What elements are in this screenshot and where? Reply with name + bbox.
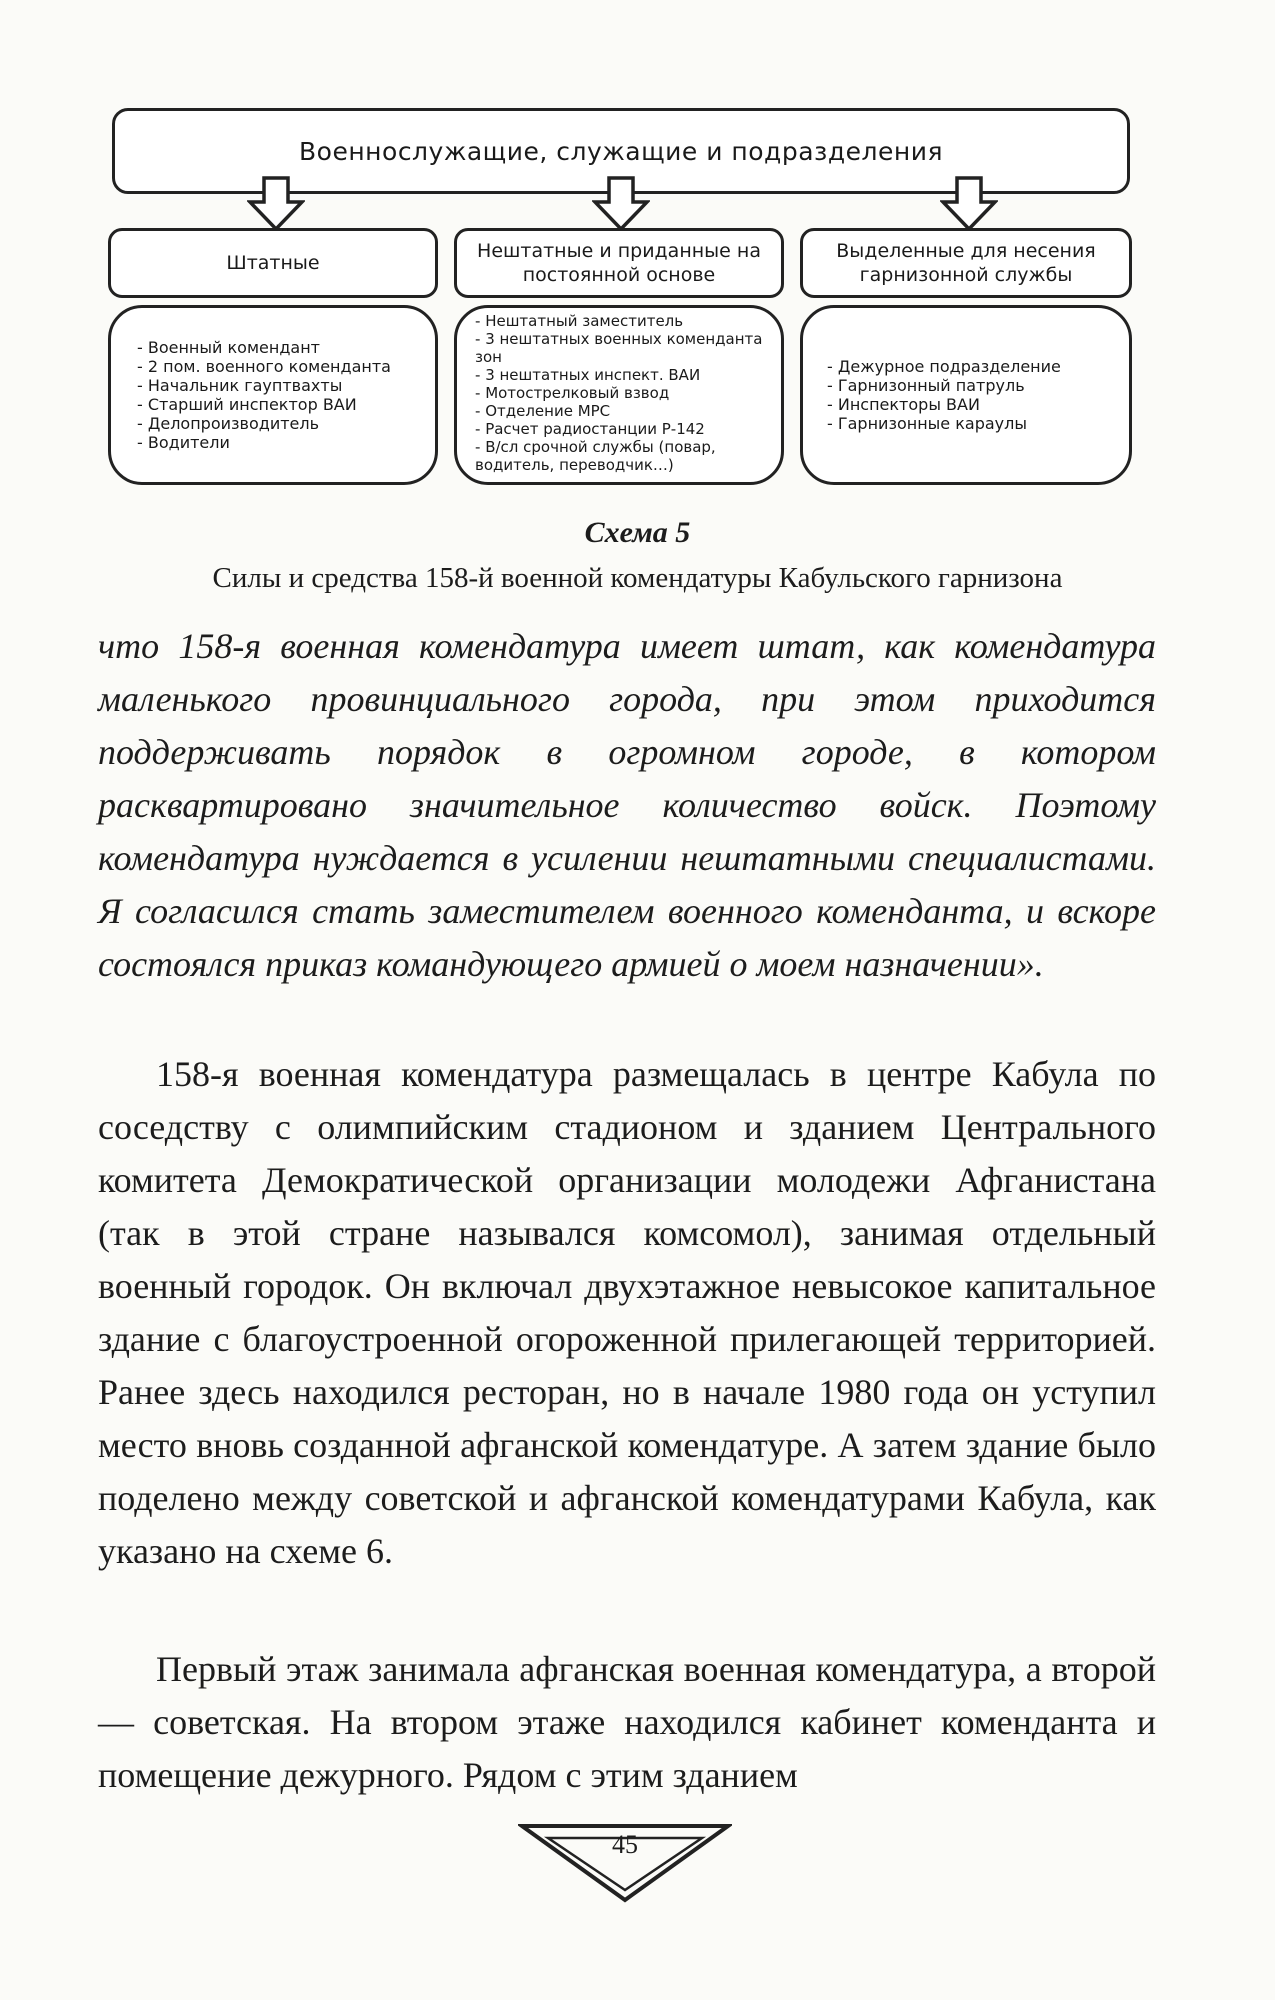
category-title: Штатные	[226, 252, 320, 274]
list-item: - 3 нештатных инспект. ВАИ	[475, 366, 769, 384]
list-item: - Нештатный заместитель	[475, 312, 769, 330]
down-arrow-icon	[940, 176, 998, 232]
page-number: 45	[612, 1830, 638, 1859]
down-arrow-icon	[247, 176, 305, 232]
list-item: - Мотострелковый взвод	[475, 384, 769, 402]
figure-caption-title: Схема 5	[584, 516, 691, 549]
list-box-staff	[108, 305, 438, 485]
list-item: - Старший инспектор ВАИ	[137, 395, 391, 414]
body-paragraph: Первый этаж занимала афганская военная комендатура, а второй — советская. На втором этаже находился кабинет коменданта и помещение дежурного. Рядом с этим зданием	[98, 1649, 1156, 1795]
diagram-top-title: Военнослужащие, служащие и подразделения	[299, 136, 943, 166]
category-box-nonstaff	[454, 228, 784, 298]
scheme-5-diagram	[0, 0, 1275, 500]
category-title: Выделенные для несения гарнизонной службы	[836, 240, 1096, 286]
page-number-badge	[518, 1822, 732, 1904]
list-item: - В/сл срочной службы (повар, водитель, переводчик…)	[475, 438, 769, 474]
list-item: - Расчет радиостанции Р-142	[475, 420, 769, 438]
list-item: - 3 нештатных военных коменданта зон	[475, 330, 769, 366]
quote-paragraph: что 158-я военная комендатура имеет штат, как комендатура маленького провинциального города, при этом приходится поддерживать порядок в огромном городе, в котором расквартировано значительное количество войск. Поэтому комендатура нуждается в усилении нештатными специалистами. Я согласился стать заместителем военного коменданта, и вскоре состоялся приказ командующего армией о моем назначении».	[98, 626, 1156, 984]
list-item: - Гарнизонные караулы	[827, 414, 1061, 433]
list-item: - Делопроизводитель	[137, 414, 391, 433]
list-item: - Гарнизонный патруль	[827, 376, 1061, 395]
list-item: - Военный комендант	[137, 338, 391, 357]
category-box-garrison	[800, 228, 1132, 298]
category-box-staff	[108, 228, 438, 298]
list-box-nonstaff	[454, 305, 784, 485]
figure-caption-text: Силы и средства 158-й военной комендатуры Кабульского гарнизона	[212, 562, 1063, 594]
category-title: Нештатные и приданные на постоянной основе	[477, 240, 761, 286]
list-item: - Водители	[137, 433, 391, 452]
list-item: - Инспекторы ВАИ	[827, 395, 1061, 414]
body-paragraph: 158-я военная комендатура размещалась в центре Кабула по соседству с олимпийским стадионом и зданием Центрального комитета Демократической организации молодежи Афганистана (так в этой стране назывался комсомол), занимая отдельный военный городок. Он включал двухэтажное невысокое капитальное здание с благоустроенной огороженной прилегающей территорией. Ранее здесь находился ресторан, но в начале 1980 года он уступил место вновь созданной афганской комендатуре. А затем здание было поделено между советской и афганской комендатурами Кабула, как указано на схеме 6.	[98, 1054, 1156, 1571]
down-arrow-icon	[592, 176, 650, 232]
list-item: - Начальник гауптвахты	[137, 376, 391, 395]
list-box-garrison	[800, 305, 1132, 485]
list-item: - Дежурное подразделение	[827, 357, 1061, 376]
list-item: - Отделение МРС	[475, 402, 769, 420]
list-item: - 2 пом. военного коменданта	[137, 357, 391, 376]
